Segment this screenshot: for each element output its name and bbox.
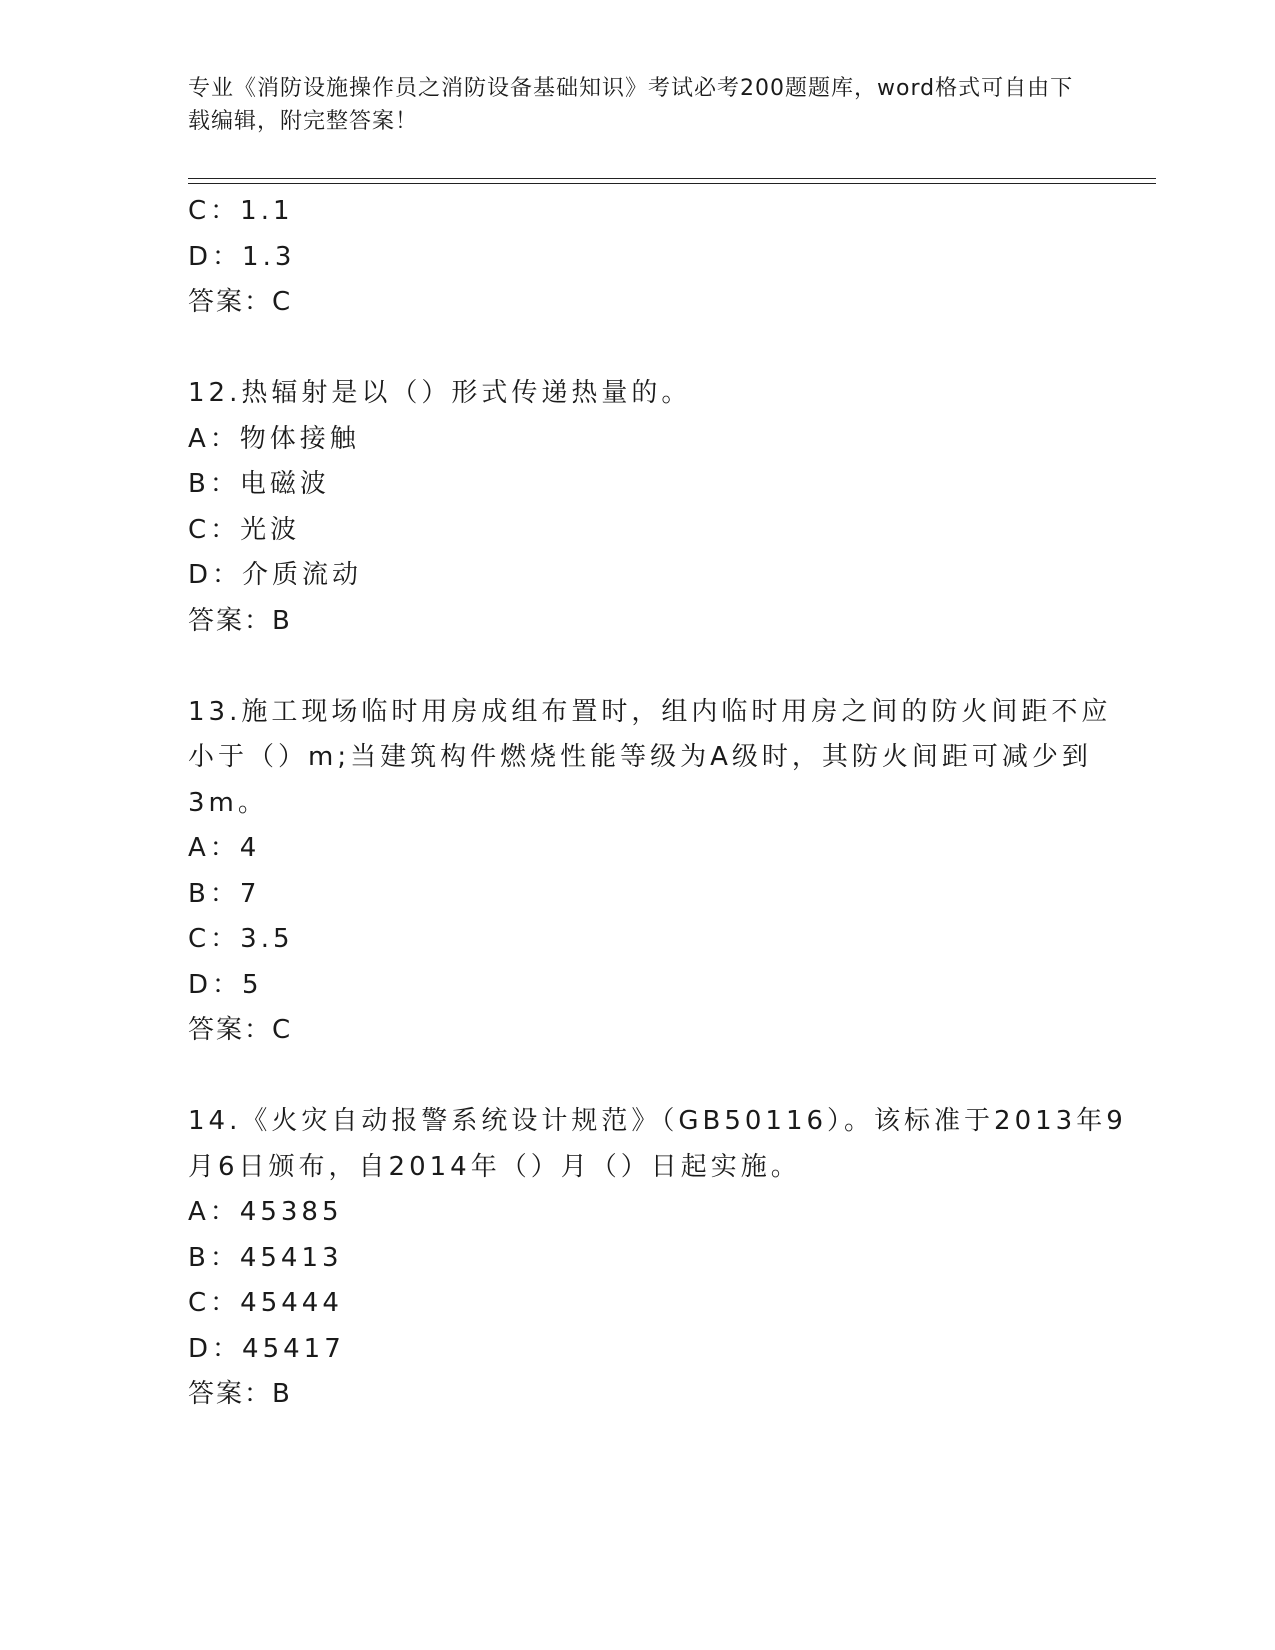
page-header [188,72,1088,138]
spacer [188,644,1088,690]
question-block-14 [188,1099,1127,1418]
option-d: D：1.3 [188,241,296,272]
question-stem-line-1: 14.《火灾自动报警系统设计规范》（GB50116）。该标准于2013年9 [188,1106,1127,1136]
question-stem-line-1: 13.施工现场临时用房成组布置时，组内临时用房之间的防火间距不应 [188,696,1112,727]
question-stem: 12.热辐射是以（）形式传递热量的。 [188,378,692,408]
answer-line: 答案：B [188,1379,292,1409]
answer-line: 答案：B [188,605,292,636]
option-c: C：3.5 [188,924,294,954]
header-divider [188,178,1156,184]
answer-line: 答案：C [188,287,293,317]
spacer [188,1054,1088,1100]
option-b: B：45413 [188,1242,343,1273]
option-d: D：5 [188,969,263,1000]
option-c: C：光波 [188,514,301,545]
question-stem-line-2: 月6日颁布，自2014年（）月（）日起实施。 [188,1151,801,1182]
header-title: 专业《消防设施操作员之消防设备基础知识》考试必考200题题库，word格式可自由下载编辑，附完整答案！ [188,76,1074,134]
question-stem-line-3: 3m。 [188,787,268,818]
option-a: A：45385 [188,1197,343,1227]
question-block-12 [188,371,1088,644]
question-block-13 [188,690,1112,1054]
answer-line: 答案：C [188,1015,293,1045]
option-b: B：电磁波 [188,469,330,499]
option-b: B：7 [188,878,261,909]
option-c: C：45444 [188,1288,343,1318]
question-block-prev [188,189,1088,326]
option-d: D：介质流动 [188,560,363,590]
option-c: C：1.1 [188,196,294,226]
question-stem-line-2: 小于（）m;当建筑构件燃烧性能等级为A级时，其防火间距可减少到 [188,742,1092,772]
option-d: D：45417 [188,1333,345,1364]
question-list [188,189,1127,1418]
option-a: A：物体接触 [188,423,360,454]
spacer [188,326,1088,372]
option-a: A：4 [188,833,261,863]
